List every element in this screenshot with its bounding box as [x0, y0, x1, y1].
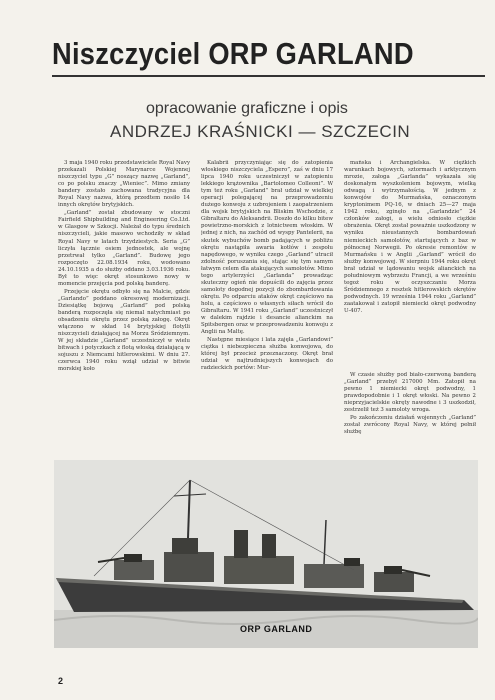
text-column-2 [201, 160, 333, 372]
title-underline [52, 75, 485, 77]
page-number: 2 [58, 676, 64, 686]
paragraph: Następne miesiące i lata zajęła „Garlandowi” ciężka i niebezpieczna służba konwojowa, do której był przecież przeznaczony. Okręt brał udział w najtrudniejszych konwojach do radzieckich portów: Mur- [201, 337, 333, 372]
paragraph: „Garland” został zbudowany w stoczni Fairfield Shipbuilding and Engineering Co.Ltd. w Glasgow w Szkocji. Należał do typu średnich niszczycieli, jakie masowo wchodziły w skład Royal Navy w latach trzydziestych. Seria „G” liczyła łącznie osiem jednostek, ale wojnę przetrwał tylko „Garland”. Budowę jego rozpoczęto 22.08.1934 roku, wodowano 24.10.1935 a do służby oddano 3.03.1936 roku. Był to więc okręt stosunkowo nowy w momencie przejęcia pod polską banderę. [58, 210, 190, 287]
paragraph: 3 maja 1940 roku przedstawiciele Royal Navy przekazali Polskiej Marynarce Wojennej niszczyciel typu „G” noszący nazwę „Garland”, co po polsku znaczy „Wieniec”. Mimo zmiany bandery zostało zachowana tradycyjna dla Royal Navy nazwa, którą przedtem nosiło 14 innych okrętów brytyjskich. [58, 160, 190, 209]
paragraph: mańska i Archangielska. W ciężkich warunkach bojowych, sztormach i arktycznym mrozie, załoga „Garlanda” wykazała się doskonałym wyszkoleniem bojowym, wielką odwagą i wytrzymałością. W jednym z konwojów do Murmańska, oznaczonym kryptonimem PQ-16, w dniach 25—27 maja 1942 roku, zginęło na „Garlandzie” 24 członków załogi, a wielu odniosło ciężkie obrażenia. Okręt został poważnie uszkodzony w wyniku nieustannych bombardowań niemieckich samolotów, startujących z baz w północnej Norwegii. Po okresie remontów w Murmańsku i w Anglii „Garland” wrócił do służby konwojowej. W sierpniu 1944 roku okręt brał udział w lądowaniu wojsk alianckich na południowym wybrzeżu Francji, a we wrześniu tegoż roku w oczyszczaniu Morza Śródziemnego z resztek hitlerowskich okrętów podwodnych. 19 września 1944 roku „Garland” zaatakował i zatopił niemiecki okręt podwodny U-407. [344, 160, 476, 314]
paragraph: Po zakończeniu działań wojennych „Garland” został zwrócony Royal Navy, w której pełnił służbę [344, 415, 476, 436]
article-title: Niszczyciel ORP GARLAND [52, 36, 414, 71]
paragraph: Kalabrii przyczyniając się do zatopienia włoskiego niszczyciela „Espero”, zaś w dniu 17 lipca 1940 roku uczestniczył w zatopieniu lekkiego krążownika „Bartolomeo Colleoni”. W tym też roku „Garland” brał udział w wielkiej operacji polegającej na przeprowadzeniu dużego konwoju z uzbrojeniem i zaopatrzeniem dla wojsk brytyjskich na Bliskim Wschodzie, z Gibraltaru do Aleksandrii. Doszło do kilku bitew powietrzno-morskich z lotnictwem włoskim. W jednej z nich, na zachód od wyspy Pantelerii, na skutek wybuchów bomb padających w pobliżu okrętu nastąpiła awaria kotłów i zespołu napędowego, w wyniku czego „Garland” utracił zdolność poruszania się, stając się tym samym łatwym celem dla atakujących samolotów. Mimo tego artylerzyści „Garlanda” prowadząc skuteczny ogień nie dopuścili do zajęcia przez samoloty dogodnej pozycji do zbombardowania okrętu. Po odparciu ataków okręt częściowo na holu, a częściowo o własnych siłach wrócił do Gibraltaru. W 1941 roku „Garland” uczestniczył w dalekim rajdzie i desancie alianckim na Spitsbergen oraz w przeprowadzeniu konwoju z Anglii na Maltę. [201, 160, 333, 336]
paragraph: Przejęcie okrętu odbyło się na Malcie, gdzie „Garlando” poddano okresowej modernizacji. Dziesiątkę bojową „Garland” pod polską banderą rozpoczęła się niemal natychmiast po obsadzeniu okrętu przez polską załogę. Okręt włączono w skład 14 brytyjskiej flotylli niszczycieli działającej na Morzu Śródziemnym. W jej składzie „Garland” uczestniczył w wielu bitwach i potyczkach z flotą włoską działającą w sojuszu z Niemcami hitlerowskimi. W dniu 27. czerwca 1940 roku wziął udział w bitwie morskiej koło [58, 288, 190, 372]
paragraph: W czasie służby pod biało-czerwoną banderą „Garland” przebył 217000 Mm. Zatopił na pewno 1 niemiecki okręt podwodny, 1 prawdopodobnie i 1 okręt włoski. Na pewno 2 nieprzyjacielskie okręty nawodne i 3 uszkodził, zestrzelił też 3 samoloty wroga. [344, 372, 476, 414]
article-subtitle: opracowanie graficzne i opis [146, 100, 348, 117]
hull-name-label: ORP GARLAND [240, 624, 313, 634]
article-columns [58, 160, 476, 372]
text-column-1 [58, 160, 190, 372]
text-column-3 [344, 160, 476, 372]
destroyer-illustration [54, 460, 478, 648]
article-author: ANDRZEJ KRAŚNICKI — SZCZECIN [110, 122, 411, 141]
ship-drawing [54, 460, 478, 648]
